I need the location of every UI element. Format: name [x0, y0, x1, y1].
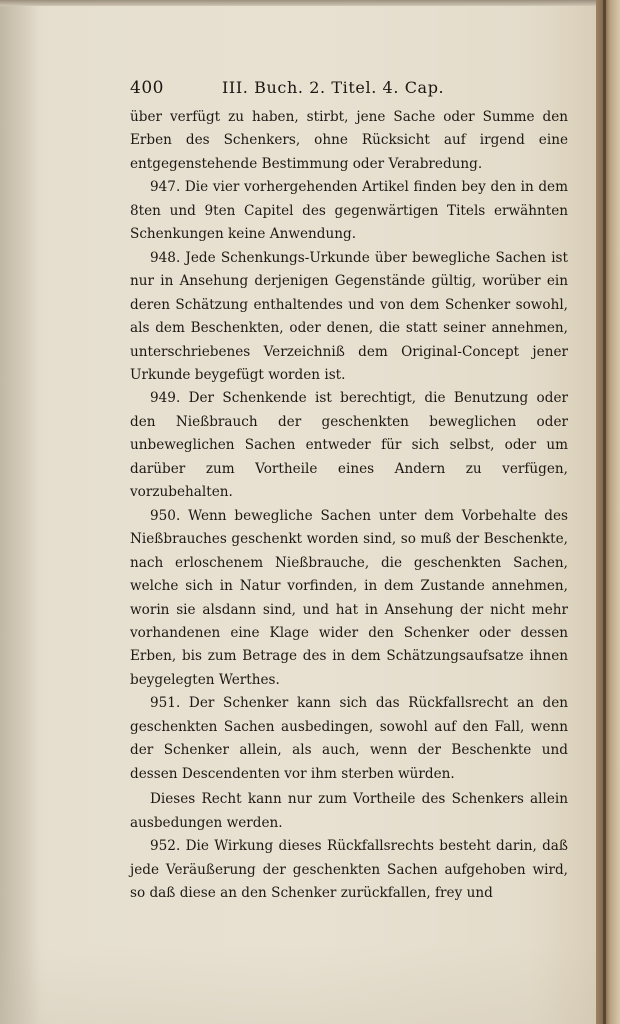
paragraph-article-952: 952. Die Wirkung dieses Rückfallsrechts besteht darin, daß jede Veräußerung der geschenkten Sachen aufgehoben wird, so daß diese an den Schenker zurückfallen, frey und [130, 838, 568, 901]
page-header [130, 78, 570, 102]
book-fore-edge [596, 0, 620, 1024]
body-text [130, 106, 568, 905]
book-fore-edge-line [603, 0, 606, 1024]
paragraph-article-951: 951. Der Schenker kann sich das Rückfallsrecht an den geschenkten Sachen ausbedingen, sowohl auf den Fall, wenn der Schenker allein, als auch, wenn der Beschenkte und dessen Descendenten vor ihm sterben würden. [130, 695, 568, 782]
top-page-edge [0, 0, 620, 6]
running-head: III. Buch. 2. Titel. 4. Cap. [222, 78, 445, 97]
paragraph-article-951-note: Dieses Recht kann nur zum Vortheile des Schenkers allein ausbedungen werden. [130, 791, 568, 831]
paragraph-continuation: über verfügt zu haben, stirbt, jene Sache oder Summe den Erben des Schenkers, ohne Rücksicht auf irgend eine entgegenstehende Bestimmung oder Verabredung. [130, 109, 568, 172]
paper-bottom-shade [0, 944, 600, 1024]
paragraph-article-948: 948. Jede Schenkungs-Urkunde über bewegliche Sachen ist nur in Ansehung derjenigen Gegenstände gültig, worüber ein deren Schätzung enthaltendes und von dem Schenker sowohl, als dem Beschenkten, oder denen, die statt seiner annehmen, unterschriebenes Verzeichniß dem Original-Concept jener Urkunde beygefügt worden ist. [130, 249, 568, 383]
paragraph-article-947: 947. Die vier vorhergehenden Artikel finden bey den in dem 8ten und 9ten Capitel des gegenwärtigen Titels erwähnten Schenkungen keine Anwendung. [130, 179, 568, 243]
gutter-shadow [0, 4, 40, 1024]
paper-page [0, 4, 600, 1024]
paragraph-article-950: 950. Wenn bewegliche Sachen unter dem Vorbehalte des Nießbrauches geschenkt worden sind, so muß der Beschenkte, nach erloschenem Nießbrauche, die geschenkten Sachen, welche sich in Natur vorfinden, in dem Zustande annehmen, worin sie alsdann sind, und hat in Ansehung der nicht mehr vorhandenen eine Klage wider den Schenker oder dessen Erben, bis zum Betrage des in dem Schätzungsaufsatze ihnen beygelegten Werthes. [130, 507, 568, 688]
page-number: 400 [130, 78, 164, 98]
paragraph-article-949: 949. Der Schenkende ist berechtigt, die Benutzung oder den Nießbrauch der geschenkten beweglichen oder unbeweglichen Sachen entweder für sich selbst, oder um darüber zum Vortheile eines Andern zu verfügen, vorzubehalten. [130, 390, 568, 501]
